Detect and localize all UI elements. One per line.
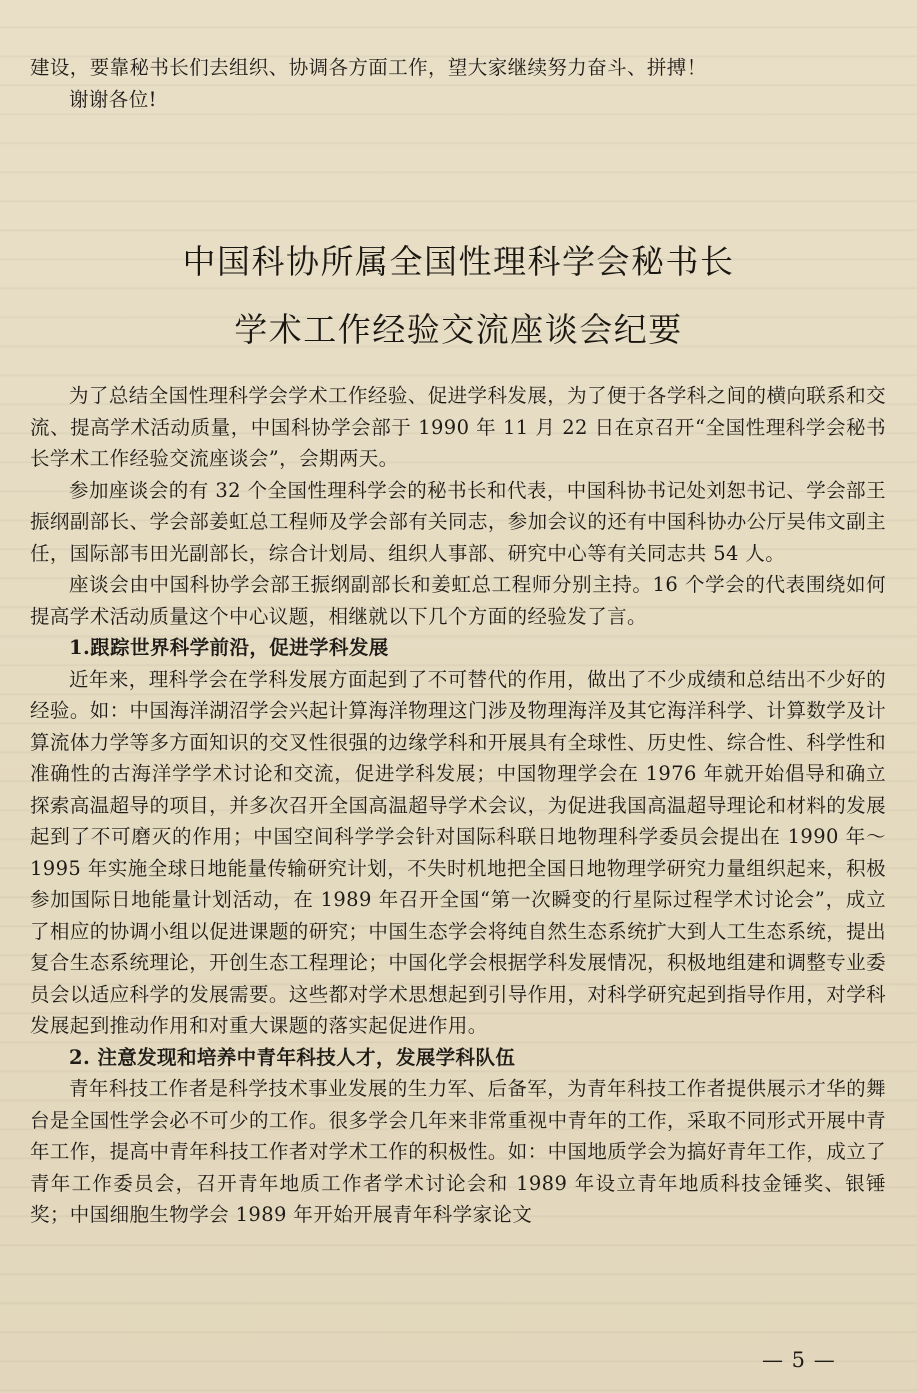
section-heading-1: 1.跟踪世界科学前沿，促进学科发展 — [69, 636, 389, 659]
page-number: — 5 — — [762, 1348, 836, 1372]
paragraph-intro: 为了总结全国性理科学会学术工作经验、促进学科发展，为了便于各学科之间的横向联系和交流、提高学术活动质量，中国科协学会部于 1990 年 11 月 22 日在京召开“全国性理科学会秘书长学术工作经验交流座谈会”，会期两天。 — [30, 384, 886, 470]
previous-article-ending — [30, 52, 886, 115]
paragraph-section-1: 近年来，理科学会在学科发展方面起到了不可替代的作用，做出了不少成绩和总结出不少好的经验。如：中国海洋湖沼学会兴起计算海洋物理这门涉及物理海洋及其它海洋科学、计算数学及计算流体力学等多方面知识的交叉性很强的边缘学科和开展具有全球性、历史性、综合性、科学性和准确性的古海洋学学术讨论和交流，促进学科发展；中国物理学会在 1976 年就开始倡导和确立探索高温超导的项目，并多次召开全国高温超导学术会议，为促进我国高温超导理论和材料的发展起到了不可磨灭的作用；中国空间科学学会针对国际科联日地物理科学委员会提出在 1990 年～1995 年实施全球日地能量传输研究计划，不失时机地把全国日地物理学研究力量组织起来，积极参加国际日地能量计划活动，在 1989 年召开全国“第一次瞬变的行星际过程学术讨论会”，成立了相应的协调小组以促进课题的研究；中国生态学会将纯自然生态系统扩大到人工生态系统，提出复合生态系统理论，开创生态工程理论；中国化学会根据学科发展情况，积极地组建和调整专业委员会以适应科学的发展需要。这些都对学术思想起到引导作用，对科学研究起到指导作用，对学科发展起到推动作用和对重大课题的落实起促进作用。 — [30, 667, 886, 1037]
paragraph-attendees: 参加座谈会的有 32 个全国性理科学会的秘书长和代表，中国科协书记处刘恕书记、学会部王振纲副部长、学会部姜虹总工程师及学会部有关同志，参加会议的还有中国科协办公厅吴伟文副主任，国际部韦田光副部长，综合计划局、组织人事部、研究中心等有关同志共 54 人。 — [30, 478, 886, 565]
section-heading-2: 2. 注意发现和培养中青年科技人才，发展学科队伍 — [69, 1045, 516, 1069]
continuation-line: 建设，要靠秘书长们去组织、协调各方面工作，望大家继续努力奋斗、拼搏！ — [30, 56, 707, 79]
thanks-line: 谢谢各位! — [69, 87, 157, 111]
paragraph-chairs: 座谈会由中国科协学会部王振纲副部长和姜虹总工程师分别主持。16 个学会的代表围绕如何提高学术活动质量这个中心议题，相继就以下几个方面的经验发了言。 — [30, 573, 886, 628]
paragraph-section-2: 青年科技工作者是科学技术事业发展的生力军、后备军，为青年科技工作者提供展示才华的舞台是全国性学会必不可少的工作。很多学会几年来非常重视中青年的工作，采取不同形式开展中青年工作，提高中青年科技工作者对学术工作的积极性。如：中国地质学会为搞好青年工作，成立了青年工作委员会，召开青年地质工作者学术讨论会和 1989 年设立青年地质科技金锤奖、银锤奖；中国细胞生物学会 1989 年开始开展青年科学家论文 — [30, 1077, 886, 1226]
article-title-line-1: 中国科协所属全国性理科学会秘书长 — [182, 242, 735, 281]
article-title-line-2: 学术工作经验交流座谈会纪要 — [234, 310, 683, 349]
article-body — [30, 380, 886, 1231]
